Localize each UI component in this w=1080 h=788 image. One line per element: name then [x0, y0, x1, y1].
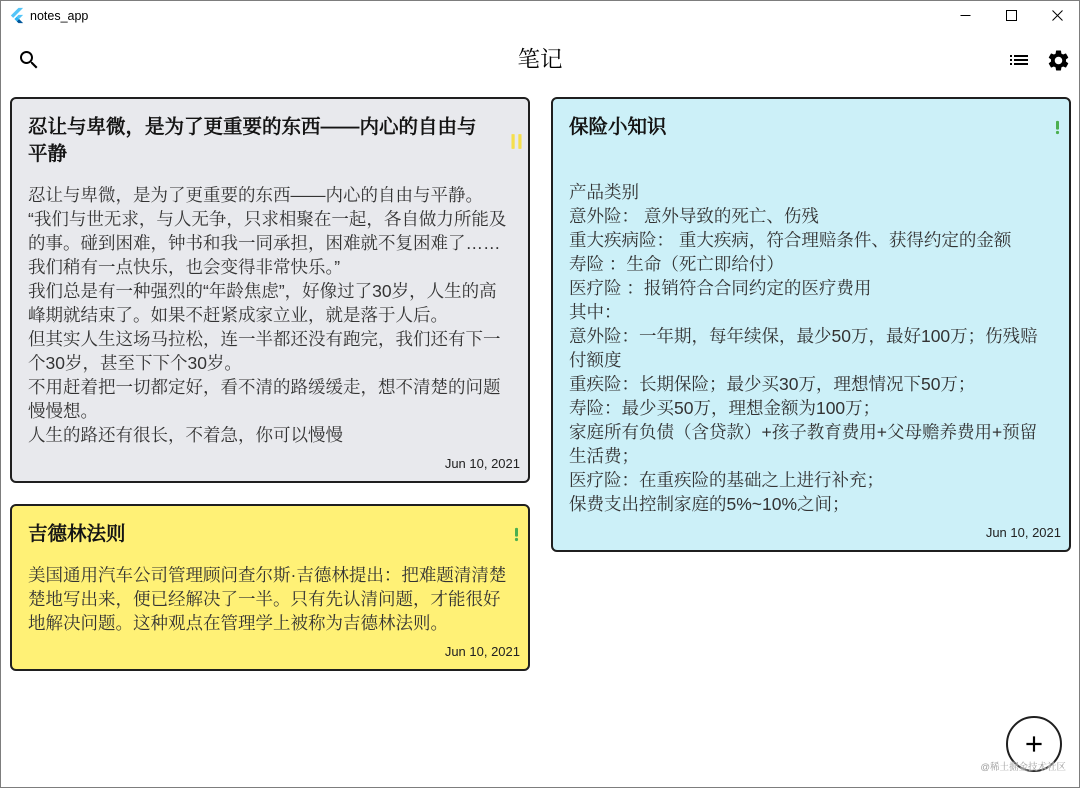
note-body: 美国通用汽车公司管理顾问查尔斯·吉德林提出：把难题清清楚楚地写出来，便已经解决了一半。只有先认清问题，才能很好地解决问题。这种观点在管理学上被称为吉德林法则。 — [28, 565, 507, 633]
priority-high-icon — [508, 525, 524, 545]
notes-column-right — [551, 97, 1071, 552]
note-card[interactable] — [10, 504, 530, 671]
app-bar — [0, 31, 1080, 89]
maximize-icon — [1006, 10, 1017, 21]
minimize-button[interactable] — [942, 0, 988, 31]
close-button[interactable] — [1034, 0, 1080, 31]
minimize-icon — [960, 10, 971, 21]
note-card[interactable] — [551, 97, 1071, 552]
close-icon — [1052, 10, 1063, 21]
notes-column-left — [10, 97, 530, 671]
pause-icon — [508, 131, 524, 151]
note-header — [28, 521, 524, 548]
note-title: 保险小知识 — [569, 116, 667, 138]
watermark: @稀土掘金技术社区 — [980, 762, 1066, 773]
priority-high-icon — [1049, 118, 1065, 138]
note-card[interactable] — [10, 97, 530, 483]
flutter-logo-icon — [10, 7, 24, 24]
note-date: Jun 10, 2021 — [985, 525, 1061, 540]
list-view-button[interactable] — [999, 40, 1039, 80]
list-icon — [1007, 48, 1031, 72]
note-body: 忍让与卑微，是为了更重要的东西——内心的自由与平静。 “我们与世无求，与人无争，只求相聚在一起，各自做力所能及的事。碰到困难，钟书和我一同承担，困难就不复困难了……我们稍有一点快乐，也会变得非常快乐。” 我们总是有一种强烈的“年龄焦虑”，好像过了30岁，人生的高峰期就结束了。如果不赶紧成家立业，就是落于人后。 但其实人生这场马拉松，连一半都还没有跑完，我们还有下一个30岁，甚至下下个30岁。 不用赶着把一切都定好，看不清的路缓缓走，想不清楚的问题慢慢想。 人生的路还有很长，不着急，你可以慢慢 — [28, 185, 507, 445]
search-icon — [17, 48, 41, 72]
window-controls — [942, 0, 1080, 31]
settings-icon — [1046, 48, 1071, 73]
settings-button[interactable] — [1038, 40, 1078, 80]
notes-grid — [10, 97, 1071, 671]
title-bar[interactable] — [0, 0, 1080, 31]
note-date: Jun 10, 2021 — [444, 456, 520, 471]
maximize-button[interactable] — [988, 0, 1034, 31]
note-title: 忍让与卑微，是为了更重要的东西——内心的自由与平静 — [28, 116, 477, 165]
add-note-button[interactable] — [1006, 716, 1062, 772]
add-icon — [1021, 731, 1047, 757]
note-body: 产品类别 意外险： 意外导致的死亡、伤残 重大疾病险： 重大疾病，符合理赔条件、获得约定的金额 寿险 ：生命（死亡即给付） 医疗险 ：报销符合合同约定的医疗费用 其中： 意外险：一年期，每年续保，最少50万，最好100万；伤残赔付额度 重疾险：长期保险；最少买30万，理想情况下50万； 寿险：最少买50万，理想金额为100万； 家庭所有负债（含贷款）+孩子教育费用+父母赡养费用+预留生活费； 医疗险：在重疾险的基础之上进行补充； 保费支出控制家庭的5%~10%之间； — [569, 182, 1038, 514]
page-title: 笔记 — [517, 47, 563, 72]
note-date: Jun 10, 2021 — [444, 644, 520, 659]
note-title: 吉德林法则 — [28, 523, 126, 545]
note-header — [28, 114, 524, 168]
window-title: notes_app — [30, 9, 89, 23]
search-button[interactable] — [9, 40, 49, 80]
note-header — [569, 114, 1065, 141]
